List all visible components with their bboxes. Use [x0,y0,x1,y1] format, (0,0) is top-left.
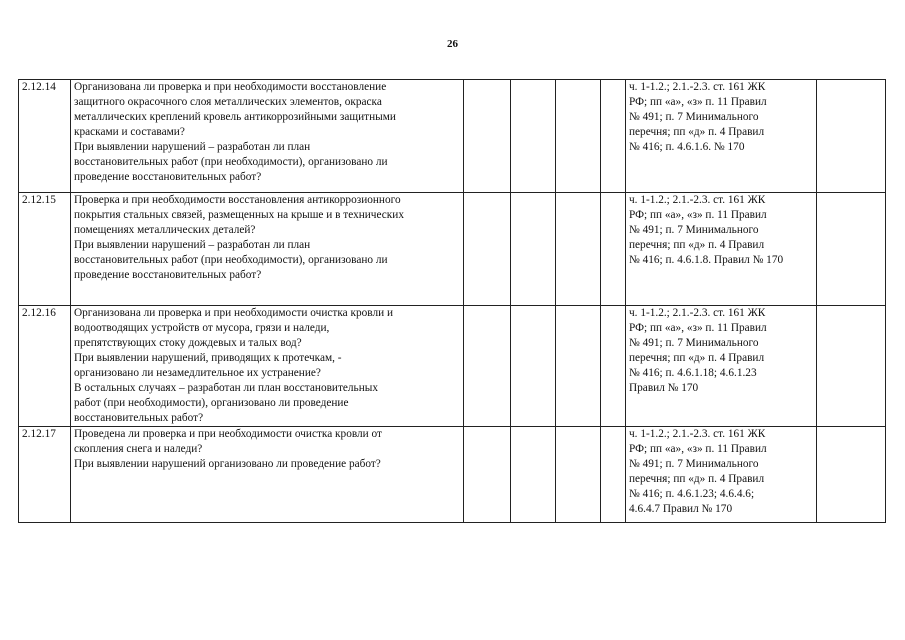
question-line: помещениях металлических деталей? [74,224,256,236]
reference-line: ч. 1-1.2.; 2.1.-2.3. ст. 161 ЖК [629,194,766,206]
answer-cell [601,193,626,306]
answer-cell [556,193,601,306]
reference-line: № 416; п. 4.6.1.18; 4.6.1.23 [629,367,757,379]
item-number: 2.12.15 [19,193,71,306]
reference-line: № 416; п. 4.6.1.23; 4.6.4.6; [629,488,755,500]
question-line: проведение восстановительных работ? [74,269,262,281]
item-number: 2.12.16 [19,306,71,427]
question-line: водоотводящих устройств от мусора, грязи и наледи, [74,322,330,334]
reference-line: ч. 1-1.2.; 2.1.-2.3. ст. 161 ЖК [629,428,766,440]
question-cell [71,193,464,306]
question-line: В остальных случаях – разработан ли план восстановительных [74,382,378,394]
reference-cell [626,193,817,306]
question-line: При выявлении нарушений, приводящих к протечкам, - [74,352,342,364]
question-line: восстановительных работ (при необходимости), организовано ли [74,156,388,168]
question-line: покрытия стальных связей, размещенных на крыше и в технических [74,209,404,221]
reference-line: перечня; пп «д» п. 4 Правил [629,126,765,138]
note-cell [817,306,886,427]
question-line: При выявлении нарушений – разработан ли план [74,141,311,153]
answer-cell [601,427,626,523]
question-line: Организована ли проверка и при необходимости очистка кровли и [74,307,394,319]
reference-line: РФ; пп «а», «з» п. 11 Правил [629,96,767,108]
question-line: Проверка и при необходимости восстановления антикоррозионного [74,194,401,206]
answer-cell [464,80,511,193]
table-row [19,427,886,523]
reference-line: РФ; пп «а», «з» п. 11 Правил [629,322,767,334]
question-line: препятствующих стоку дождевых и талых вод? [74,337,302,349]
item-number: 2.12.14 [19,80,71,193]
answer-cell [464,193,511,306]
answer-cell [511,306,556,427]
reference-line: № 416; п. 4.6.1.8. Правил № 170 [629,254,784,266]
question-cell [71,306,464,427]
question-line: организовано ли незамедлительное их устранение? [74,367,321,379]
answer-cell [601,306,626,427]
answer-cell [511,80,556,193]
question-cell [71,80,464,193]
reference-line: перечня; пп «д» п. 4 Правил [629,352,765,364]
reference-line: № 491; п. 7 Минимального [629,111,759,123]
question-line: Проведена ли проверка и при необходимости очистка кровли от [74,428,382,440]
reference-line: № 491; п. 7 Минимального [629,458,759,470]
reference-cell [626,427,817,523]
question-line: металлических креплений кровель антикоррозийными защитными [74,111,396,123]
question-line: При выявлении нарушений организовано ли проведение работ? [74,458,381,470]
question-cell [71,427,464,523]
reference-line: РФ; пп «а», «з» п. 11 Правил [629,443,767,455]
answer-cell [464,306,511,427]
reference-cell [626,80,817,193]
reference-line: Правил № 170 [629,382,699,394]
reference-line: № 491; п. 7 Минимального [629,337,759,349]
question-line: восстановительных работ? [74,412,204,424]
reference-line: перечня; пп «д» п. 4 Правил [629,239,765,251]
table-row [19,193,886,306]
checklist-table [18,79,886,523]
table-body [19,80,886,523]
question-line: Организована ли проверка и при необходимости восстановление [74,81,387,93]
question-line: При выявлении нарушений – разработан ли план [74,239,311,251]
reference-line: № 416; п. 4.6.1.6. № 170 [629,141,745,153]
reference-line: РФ; пп «а», «з» п. 11 Правил [629,209,767,221]
answer-cell [511,427,556,523]
note-cell [817,193,886,306]
item-number: 2.12.17 [19,427,71,523]
table-row [19,80,886,193]
reference-line: ч. 1-1.2.; 2.1.-2.3. ст. 161 ЖК [629,81,766,93]
note-cell [817,427,886,523]
reference-line: № 491; п. 7 Минимального [629,224,759,236]
answer-cell [556,306,601,427]
question-line: восстановительных работ (при необходимости), организовано ли [74,254,388,266]
page-number: 26 [447,38,458,50]
answer-cell [556,427,601,523]
reference-line: ч. 1-1.2.; 2.1.-2.3. ст. 161 ЖК [629,307,766,319]
reference-line: 4.6.4.7 Правил № 170 [629,503,733,515]
answer-cell [511,193,556,306]
reference-line: перечня; пп «д» п. 4 Правил [629,473,765,485]
answer-cell [464,427,511,523]
question-line: работ (при необходимости), организовано ли проведение [74,397,349,409]
note-cell [817,80,886,193]
answer-cell [556,80,601,193]
question-line: скопления снега и наледи? [74,443,203,455]
question-line: проведение восстановительных работ? [74,171,262,183]
answer-cell [601,80,626,193]
question-line: красками и составами? [74,126,185,138]
reference-cell [626,306,817,427]
table-row [19,306,886,427]
question-line: защитного окрасочного слоя металлических элементов, окраска [74,96,382,108]
